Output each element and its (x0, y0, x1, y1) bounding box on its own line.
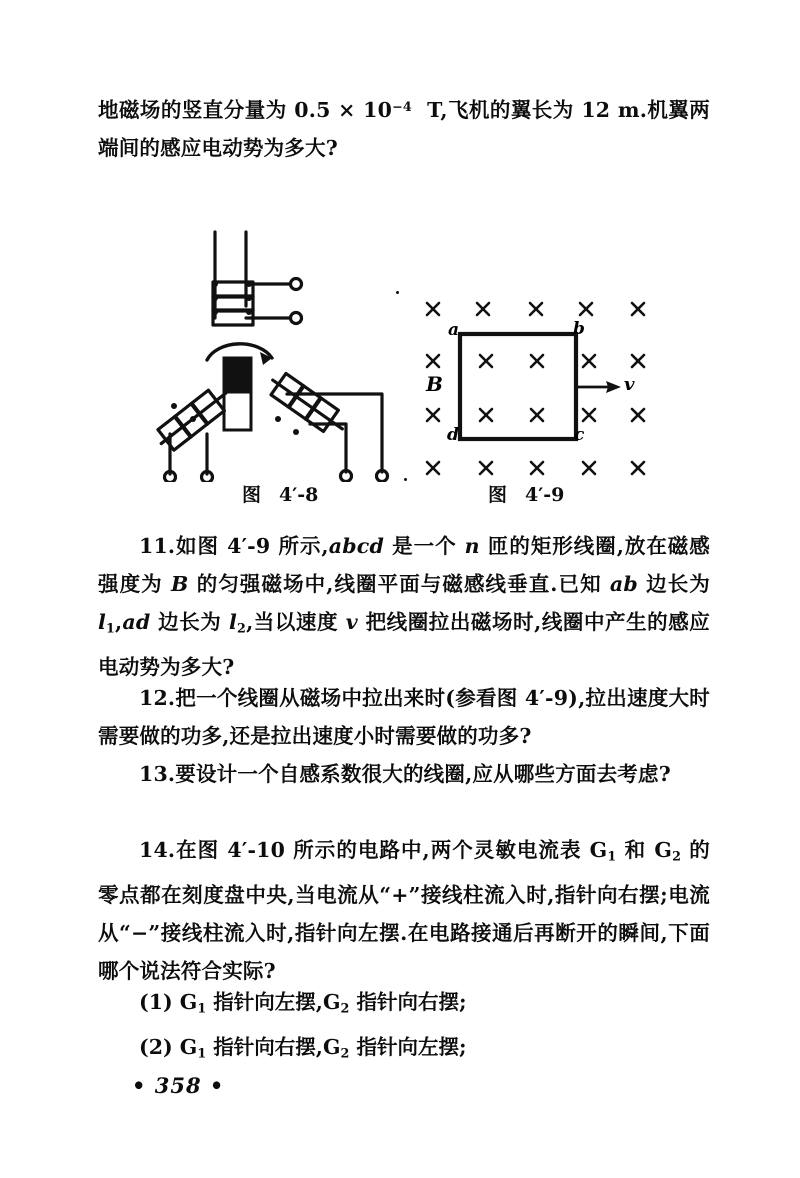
q11-a: 如图 4′-9 所示, (175, 534, 329, 558)
velocity-arrow (576, 381, 621, 393)
top-suffix: 机翼两端间的感应电动势为多大? (98, 97, 710, 160)
question-11-number: 11. (139, 534, 176, 558)
q11-l2: $l_2$ (229, 610, 247, 636)
question-12 (98, 679, 710, 755)
q11-c: 匝的矩形线圈,放在磁感强度为 (98, 534, 710, 596)
corner-label-a: a (448, 320, 460, 340)
figure-4-8-caption (242, 480, 318, 507)
q11-abcd: abcd (328, 534, 384, 558)
question-13 (98, 755, 710, 793)
figure-4-8-svg (150, 222, 420, 482)
question-14-number: 14. (139, 838, 176, 862)
q14-sub-2: 2 (672, 848, 682, 864)
figure-4-9 (418, 290, 648, 520)
q14-c: 的零点都在刻度盘中央,当电流从“+”接线柱流入时,指针向右摆;电流从“−”接线柱流入时,指针向左摆.在电路接通后再断开的瞬间,下面哪个说法符合实际? (98, 838, 710, 983)
question-12-text (98, 679, 710, 755)
option-2 (98, 1028, 710, 1073)
q11-n: n (464, 534, 480, 558)
q11-l1: $l_1$ (98, 610, 116, 636)
paragraph-top-text (98, 88, 710, 167)
corner-label-b: b (573, 319, 585, 339)
figure-4-9-caption-label: 图 (488, 484, 508, 506)
question-14-text (98, 831, 710, 990)
question-11 (98, 527, 710, 686)
question-12-number: 12. (139, 686, 176, 710)
question-14 (98, 831, 710, 990)
figure-4-8-caption-number: 4′-8 (279, 484, 319, 506)
q14-sub-1: 1 (607, 848, 617, 864)
question-12-body: 把一个线圈从磁场中拉出来时(参看图 4′-9),拉出速度大时需要做的功多,还是拉出速度小时需要做的功多? (98, 686, 710, 748)
q11-e: 边长为 (637, 572, 711, 596)
q11-h: ,当以速度 (246, 610, 346, 634)
options-list (98, 983, 710, 1072)
option-2-label: (2) (139, 1034, 173, 1059)
q11-B: B (170, 572, 189, 596)
figure-4-9-caption (488, 480, 564, 507)
field-label-B: B (426, 372, 443, 396)
figure-4-8-caption-label: 图 (242, 484, 262, 506)
question-13-body: 要设计一个自感系数很大的线圈,应从哪些方面去考虑? (175, 762, 671, 786)
option-1 (98, 983, 710, 1028)
option-1-text-2: 指针向右摆; (349, 990, 467, 1014)
option-1-meter-2: $G_2$ (322, 990, 350, 1016)
figure-4-9-caption-number: 4′-9 (525, 484, 565, 506)
q14-a: 在图 4′-10 所示的电路中,两个灵敏电流表 G (175, 838, 608, 862)
scan-speck-2 (396, 291, 399, 294)
option-2-meter-2: $G_2$ (322, 1034, 350, 1061)
option-1-label: (1) (139, 990, 173, 1014)
q11-i: 把线圈拉出磁场时,线圈中产生的感应电动势为多大? (98, 610, 710, 679)
q11-d: 的匀强磁场中,线圈平面与磁感线垂直.已知 (188, 572, 610, 596)
q11-ad: ad (122, 610, 151, 634)
top-length: 12 m. (573, 97, 648, 122)
corner-label-d: d (447, 425, 459, 445)
scan-speck (404, 478, 407, 481)
option-2-text-1: 指针向右摆, (206, 1034, 323, 1059)
q11-g: 边长为 (150, 610, 230, 634)
q14-b: 和 G (616, 838, 673, 862)
page-number: • 358 • (132, 1073, 225, 1098)
top-prefix: 地磁场的竖直分量为 (98, 97, 287, 122)
option-1-meter-1: $G_1$ (172, 990, 207, 1016)
question-11-text (98, 527, 710, 686)
q11-f: , (115, 610, 123, 634)
option-2-meter-1: $G_1$ (172, 1034, 207, 1061)
q11-v: v (345, 610, 358, 634)
corner-label-c: c (574, 425, 585, 445)
option-1-text-1: 指针向左摆, (206, 990, 323, 1014)
question-13-text (98, 755, 710, 793)
figure-4-8 (150, 222, 420, 506)
question-13-number: 13. (139, 762, 176, 786)
option-2-text-2: 指针向左摆; (349, 1034, 467, 1059)
velocity-label-v: v (624, 374, 635, 395)
top-value: $0.5 \times 10^{-4}$ T (286, 97, 441, 122)
coil-rectangle (460, 334, 576, 439)
q11-ab: ab (609, 572, 638, 596)
top-mid: ,飞机的翼长为 (440, 97, 574, 122)
paragraph-top (98, 88, 710, 167)
top-exponent: −4 (392, 99, 412, 114)
q11-b: 是一个 (384, 534, 465, 558)
bar-magnet (224, 358, 251, 430)
